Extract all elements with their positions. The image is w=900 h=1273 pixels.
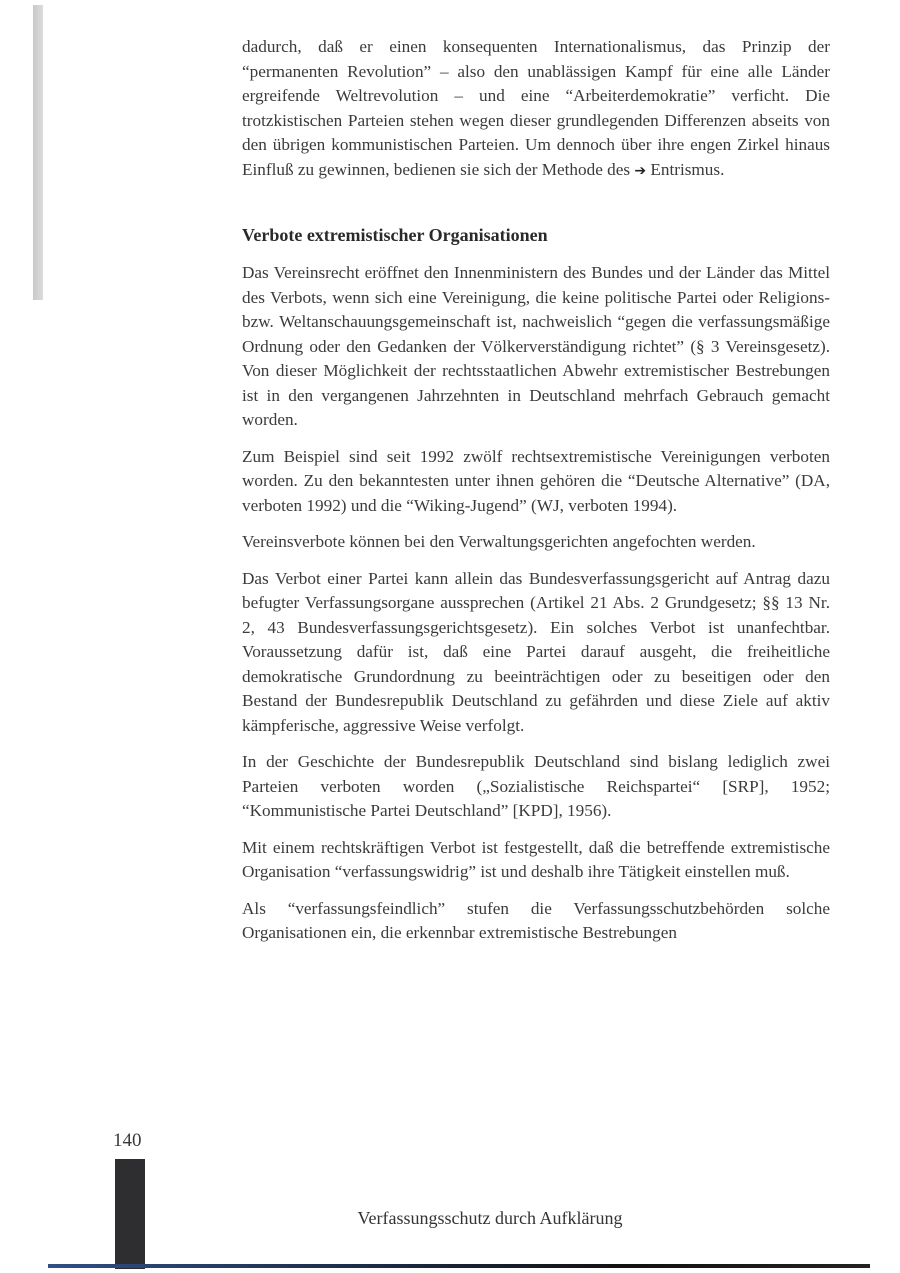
paragraph-vereinsverbote-anfechtung: Vereinsverbote können bei den Verwaltungsgerichten angefochten werden. (242, 532, 756, 551)
paragraph-vereinsrecht: Das Vereinsrecht eröffnet den Innenministern des Bundes und der Länder das Mittel des Verbots, wenn sich eine Vereinigung, die keine politische Partei oder Religions- bzw. Weltanschauungsgemeinschaft ist, nachweislich “gegen die verfassungsmäßige Ordnung oder den Gedanken der Völkerverständigung richtet” (§ 3 Vereinsgesetz). Von dieser Möglichkeit der rechtsstaatlichen Abwehr extremistischer Bestrebungen ist in den vergangenen Jahrzehnten in Deutschland mehrfach Gebrauch gemacht worden. (242, 263, 830, 429)
intro-paragraph (242, 35, 830, 183)
paragraph-rechtskraeftiges-verbot: Mit einem rechtskräftigen Verbot ist festgestellt, daß die betreffende extremistische Organisation “verfassungswidrig” ist und deshalb ihre Tätigkeit einstellen muß. (242, 837, 830, 881)
paragraph-beispiel-verbote: Zum Beispiel sind seit 1992 zwölf rechtsextremistische Vereinigungen verboten worden. Zu den bekanntesten unter ihnen gehören die “Deutsche Alternative” (DA, verboten 1992) und die “Wiking-Jugend” (WJ, verboten 1994). (242, 446, 830, 515)
running-footer-title: Verfassungsschutz durch Aufklärung (357, 1208, 623, 1228)
cross-reference-arrow-icon: ➔ (634, 162, 647, 179)
cross-reference-entrismus: Entrismus. (650, 159, 725, 179)
bottom-rule (48, 1264, 870, 1268)
paragraph-geschichte-verbote: In der Geschichte der Bundesrepublik Deutschland sind bislang lediglich zwei Parteien verboten worden („Sozialistische Reichspartei“ [SRP], 1952; “Kommunistische Partei Deutschland” [KPD], 1956). (242, 752, 830, 820)
scan-edge-shadow (33, 5, 43, 300)
page-body (242, 35, 830, 958)
page-number: 140 (113, 1130, 142, 1151)
paragraph-parteiverbot: Das Verbot einer Partei kann allein das Bundesverfassungsgericht auf Antrag dazu befugter Verfassungsorgane aussprechen (Artikel 21 Abs. 2 Grundgesetz; §§ 13 Nr. 2, 43 Bundesverfassungsgerichtsgesetz). Ein solches Verbot ist unanfechtbar. Voraussetzung dafür ist, daß eine Partei darauf ausgeht, die freiheitliche demokratische Grundordnung zu beeinträchtigen oder zu beseitigen oder den Bestand der Bundesrepublik Deutschland zu gefährden und diese Ziele auf aktiv kämpferische, aggressive Weise verfolgt. (242, 568, 830, 735)
intro-text: dadurch, daß er einen konsequenten Internationalismus, das Prinzip der “permanenten Revolution” – also den unablässigen Kampf für eine alle Länder ergreifende Weltrevolution – und eine “Arbeiterdemokratie” verficht. Die trotzkistischen Parteien stehen wegen dieser grundlegenden Differenzen abseits von den übrigen kommunistischen Parteien. Um dennoch über ihre engen Zirkel hinaus Einfluß zu gewinnen, bedienen sie sich der Methode des (242, 37, 830, 179)
paragraph-verfassungsfeindlich: Als “verfassungsfeindlich” stufen die Verfassungsschutzbehörden solche Organisationen ein, die erkennbar extremistische Bestrebungen (242, 898, 830, 942)
section-heading: Verbote extremistischer Organisationen (242, 225, 548, 245)
